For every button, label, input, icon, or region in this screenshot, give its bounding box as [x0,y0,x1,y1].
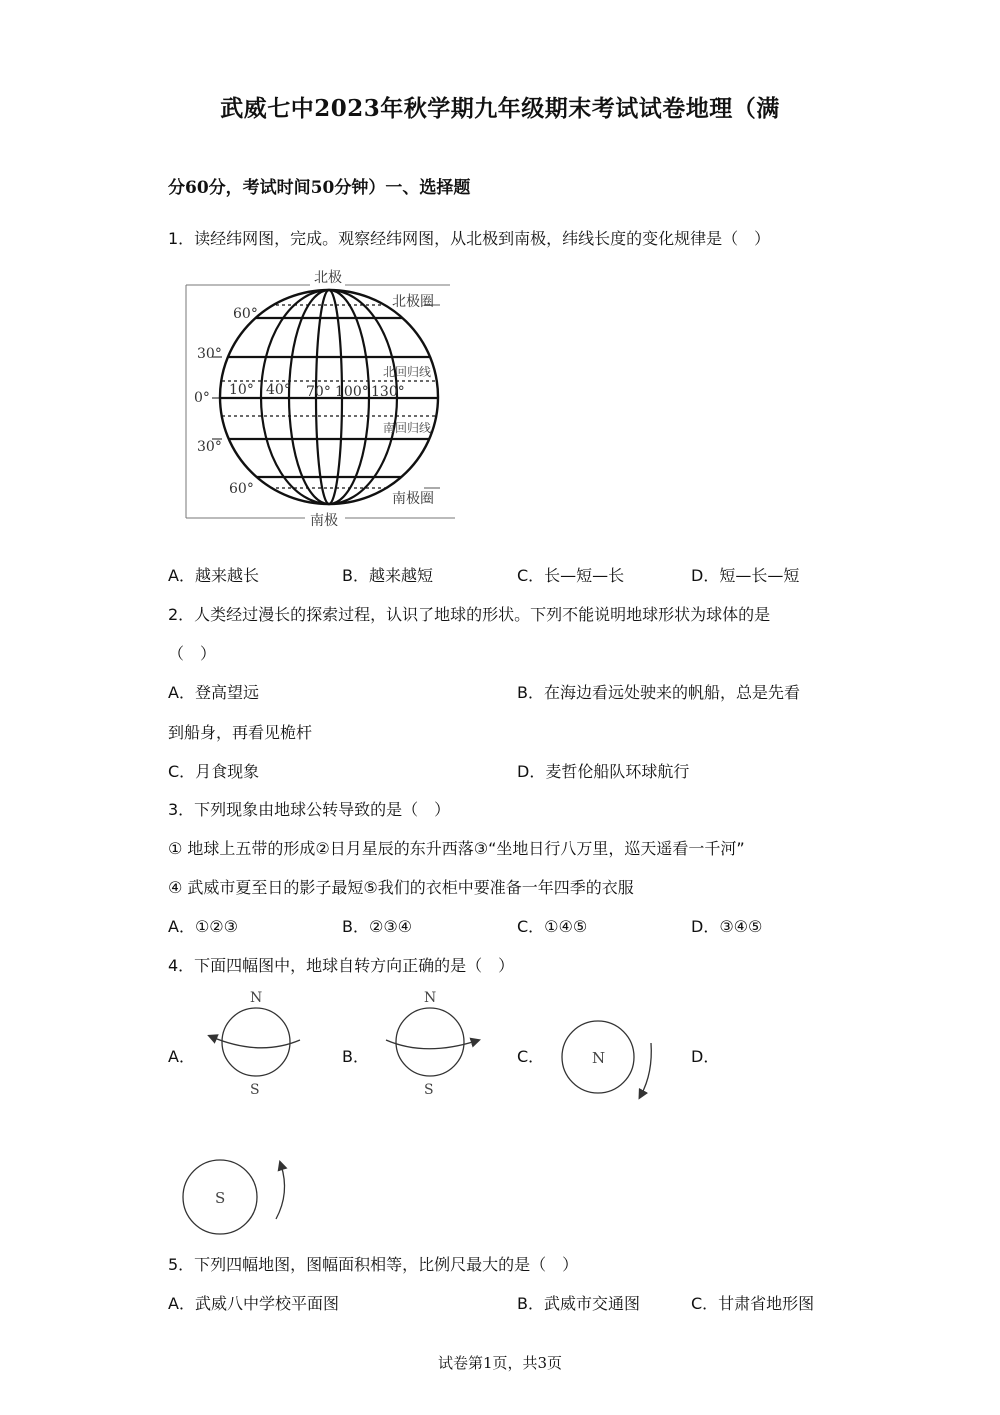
page-subtitle: 分60分，考试时间50分钟）一、选择题 [168,178,471,198]
q2-option-a[interactable]: A．登高望远 [168,683,259,702]
q1-option-c[interactable]: C．长—短—长 [517,566,625,585]
page-title: 武威七中2023年秋学期九年级期末考试试卷地理（满 [220,95,780,122]
question-3-stem: 3．下列现象由地球公转导致的是（ ） [168,800,451,819]
q3-option-b[interactable]: B．②③④ [342,917,413,936]
lat-0-label: 0° [194,390,210,406]
south-label: S [424,1082,434,1098]
question-2-stem-cont: （ ） [168,644,217,663]
q4-option-d[interactable]: D． [691,1047,720,1066]
q2-option-b[interactable]: B．在海边看远处驶来的帆船，总是先看 [517,683,800,702]
rotation-diagram-a [200,985,310,1100]
lat-30s-label: 30° [197,439,222,455]
rotation-diagram-c [555,1015,665,1105]
rotation-arrow-icon [276,1165,285,1219]
earth-circle [222,1008,290,1076]
q3-option-d[interactable]: D．③④⑤ [691,917,763,936]
tropic-cancer-label: 北回归线 [383,365,432,379]
lon-130-label: 130° [371,384,405,400]
q3-option-a[interactable]: A．①②③ [168,917,238,936]
rotation-arrow-icon [641,1043,651,1095]
q1-option-a[interactable]: A．越来越长 [168,566,259,585]
arctic-circle-label: 北极圈 [392,294,434,310]
north-label: N [250,990,263,1006]
lon-70-label: 70° [306,384,331,400]
south-pole-label: 南极 [310,513,338,529]
question-5-stem: 5．下列四幅地图，图幅面积相等，比例尺最大的是（ ） [168,1255,579,1274]
north-label: N [592,1049,606,1067]
graticule-figure [180,262,465,532]
question-2-stem: 2．人类经过漫长的探索过程，认识了地球的形状。下列不能说明地球形状为球体的是 [168,605,771,624]
q5-option-b[interactable]: B．武威市交通图 [517,1294,640,1313]
q5-option-a[interactable]: A．武威八中学校平面图 [168,1294,339,1313]
q4-option-a[interactable]: A． [168,1047,195,1066]
antarctic-circle-label: 南极圈 [392,491,434,507]
page-footer: 试卷第1页，共3页 [437,1354,563,1372]
q2-option-b-cont[interactable]: 到船身，再看见桅杆 [168,723,313,742]
north-pole-label: 北极 [314,270,342,286]
q3-statements-line1: ① 地球上五带的形成②日月星辰的东升西落③“坐地日行八万里，巡天遥看一千河” [168,839,745,858]
south-label: S [250,1082,260,1098]
north-label: N [424,990,437,1006]
earth-circle [396,1008,464,1076]
rotation-arrow-icon [386,1040,476,1049]
rotation-arrow-icon [212,1037,300,1048]
q3-statements-line2: ④ 武威市夏至日的影子最短⑤我们的衣柜中要准备一年四季的衣服 [168,878,634,897]
south-label: S [215,1189,226,1207]
tropic-capricorn-label: 南回归线 [383,421,432,435]
lat-60s-label: 60° [229,481,254,497]
lon-10-label: 10° [229,382,254,398]
question-1-stem: 1．读经纬网图，完成。观察经纬网图，从北极到南极，纬线长度的变化规律是（ ） [168,229,771,248]
q1-option-d[interactable]: D．短—长—短 [691,566,800,585]
q3-option-c[interactable]: C．①④⑤ [517,917,588,936]
lat-60n-label: 60° [233,306,258,322]
question-4-stem: 4．下面四幅图中，地球自转方向正确的是（ ） [168,956,515,975]
rotation-diagram-d [178,1155,293,1245]
q4-option-c[interactable]: C． [517,1047,545,1066]
lat-30n-label: 30° [197,346,222,362]
q5-option-c[interactable]: C．甘肃省地形图 [691,1294,815,1313]
rotation-diagram-b [375,985,485,1100]
q2-option-d[interactable]: D．麦哲伦船队环球航行 [517,762,690,781]
q1-option-b[interactable]: B．越来越短 [342,566,433,585]
q4-option-b[interactable]: B． [342,1047,369,1066]
lon-100-label: 100° [335,384,369,400]
lon-40-label: 40° [266,382,291,398]
q2-option-c[interactable]: C．月食现象 [168,762,260,781]
